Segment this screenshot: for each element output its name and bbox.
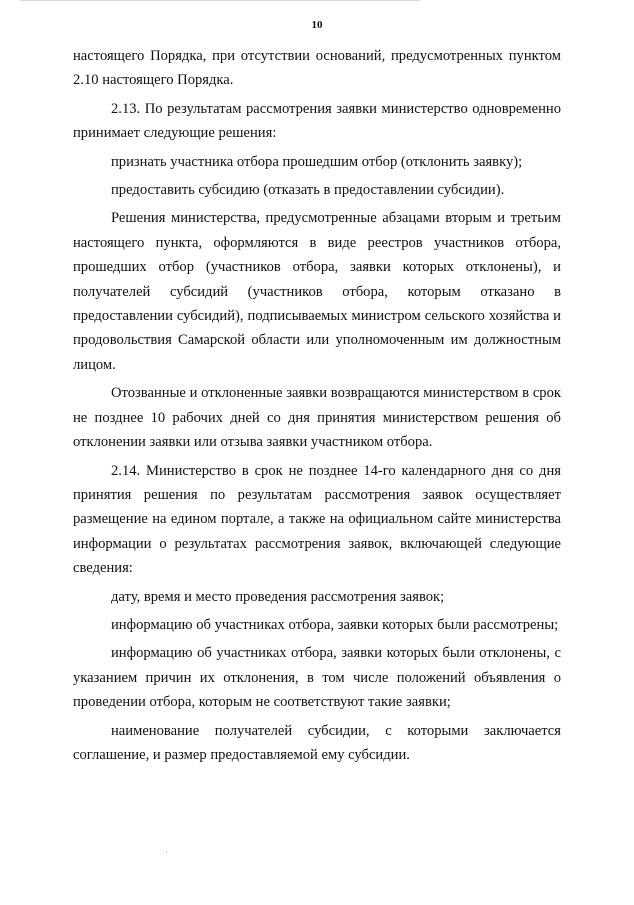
scan-speck	[166, 851, 167, 852]
paragraph-decisions-registry: Решения министерства, предусмотренные абзацами вторым и третьим настоящего пункта, оформляются в виде реестров участников отбора, прошедших отбор (участников отбора, заявки которых отклонены), и получателей субсидий (участников отбора, которым отказано в предоставлении субсидий), подписываемых министром сельского хозяйства и продовольствия Самарской области или уполномоченным им должностным лицом.	[73, 210, 561, 373]
scan-top-edge	[20, 0, 420, 1]
paragraph-decision-selection: признать участника отбора прошедшим отбор (отклонить заявку);	[111, 153, 523, 170]
page-number: 10	[311, 19, 323, 31]
paragraph-decision-subsidy: предоставить субсидию (отказать в предоставлении субсидии).	[111, 182, 505, 199]
paragraph-info-recipients: наименование получателей субсидии, с которыми заключается соглашение, и размер предоставляемой ему субсидии.	[73, 722, 561, 763]
paragraph-continuation: настоящего Порядка, при отсутствии оснований, предусмотренных пунктом 2.10 настоящего Порядка.	[73, 48, 561, 89]
paragraph-2-14: 2.14. Министерство в срок не позднее 14-го календарного дня со дня принятия решения по результатам рассмотрения заявок осуществляет размещение на едином портале, а также на официальном сайте министерства информации о результатах рассмотрения заявок, включающей следующие сведения:	[73, 462, 561, 577]
paragraph-info-reviewed: информацию об участниках отбора, заявки которых были рассмотрены;	[111, 616, 559, 633]
paragraph-info-date: дату, время и место проведения рассмотрения заявок;	[111, 588, 445, 605]
paragraph-info-rejected: информацию об участниках отбора, заявки которых были отклонены, с указанием причин их отклонения, в том числе положений объявления о проведении отбора, которым не соответствуют такие заявки;	[73, 645, 561, 711]
paragraph-2-13: 2.13. По результатам рассмотрения заявки министерство одновременно принимает следующие решения:	[73, 100, 561, 142]
document-body	[73, 44, 561, 767]
paragraph-returned-applications: Отозванные и отклоненные заявки возвращаются министерством в срок не позднее 10 рабочих дней со дня принятия министерством решения об отклонении заявки или отзыва заявки участником отбора.	[73, 385, 561, 451]
